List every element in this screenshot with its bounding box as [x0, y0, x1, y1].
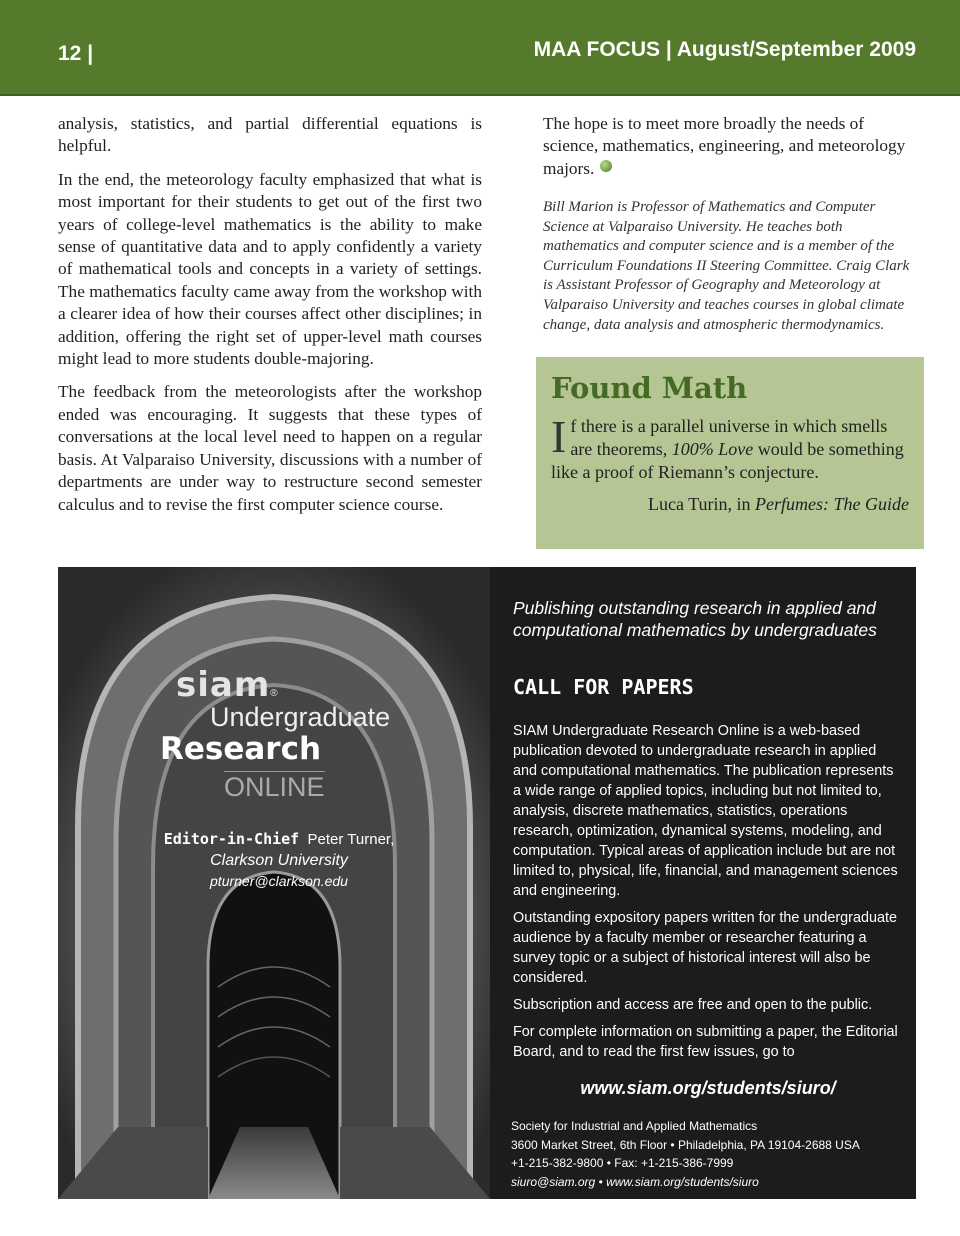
- ad-paragraph: SIAM Undergraduate Research Online is a web-based publication devoted to undergraduate research in applied and computational mathematics. The publication represents a wide range of applied topics, including but not limited to, analysis, discrete mathematics, statistics, operations research, optimization, dynamical systems, modeling, and computation. Typical areas of application include but are not limited to, physical, life, financial, and management sciences and engineering.: [513, 723, 898, 899]
- paragraph: analysis, statistics, and partial differential equations is helpful.: [58, 114, 482, 156]
- closing-paragraph: [543, 113, 923, 180]
- found-math-title: Found Math: [551, 371, 748, 405]
- org-email-web[interactable]: siuro@siam.org • www.siam.org/students/siuro: [511, 1174, 759, 1189]
- quote-text: f there is a parallel universe in which smells are theorems,: [570, 416, 888, 459]
- found-math-box: [536, 357, 924, 549]
- ad-paragraph: Outstanding expository papers written for the undergraduate audience by a faculty member or researcher featuring a survey topic or a subject of historical interest will also be considered.: [513, 910, 897, 986]
- attribution-author: Luca Turin, in: [648, 494, 756, 514]
- quote-text-end: would be something like a proof of Riemann’s conjecture.: [551, 439, 904, 482]
- ad-tagline: Publishing outstanding research in applied and computational mathematics by undergraduates: [513, 598, 877, 640]
- page-number: 12 |: [58, 42, 94, 65]
- page-header: [0, 0, 960, 96]
- right-column: [543, 113, 923, 191]
- editor-info: [118, 829, 440, 892]
- left-column: [58, 113, 482, 527]
- drop-cap: I: [551, 411, 567, 462]
- org-name: Society for Industrial and Applied Mathematics: [511, 1119, 758, 1133]
- attribution-source: Perfumes: The Guide: [755, 494, 909, 514]
- editor-name: Peter Turner,: [307, 831, 395, 848]
- editor-line: [118, 829, 440, 850]
- contact-block: [511, 1117, 903, 1191]
- editor-email: pturner@clarkson.edu: [210, 873, 348, 889]
- siam-logo: [176, 665, 278, 705]
- siam-wordmark: siam: [176, 665, 271, 705]
- org-address: 3600 Market Street, 6th Floor • Philadelphia, PA 19104-2688 USA: [511, 1137, 860, 1152]
- ad-body: [513, 721, 903, 1062]
- ad-text: [513, 597, 903, 1191]
- call-for-papers: CALL FOR PAPERS: [513, 675, 694, 699]
- editor-label: Editor-in-Chief: [163, 830, 300, 848]
- siuro-link[interactable]: www.siam.org/students/siuro/: [580, 1078, 836, 1098]
- publication-title: MAA FOCUS | August/September 2009: [533, 38, 916, 61]
- editor-affiliation: Clarkson University: [210, 852, 348, 869]
- quote-attribution: [648, 494, 909, 515]
- registered-mark: ®: [270, 688, 278, 699]
- closing-text: The hope is to meet more broadly the needs of science, mathematics, engineering, and meteorology majors.: [543, 114, 906, 178]
- org-phone: +1-215-382-9800 • Fax: +1-215-386-7999: [511, 1156, 734, 1170]
- quote-title: 100% Love: [671, 439, 754, 459]
- journal-line-2: Research: [160, 731, 322, 767]
- journal-line-1: Undergraduate: [210, 702, 391, 732]
- author-bio: Bill Marion is Professor of Mathematics and Computer Science at Valparaiso University. He teaches both mathematics and computer science and is a member of the Curriculum Foundations II Steering Committee. Craig Clark is Assistant Professor of Geography and Meteorology at Valparaiso University and teaches courses in global climate change, data analysis and atmospheric thermodynamics.: [543, 199, 910, 333]
- found-math-quote: [551, 411, 913, 484]
- ad-paragraph: Subscription and access are free and open to the public.: [513, 997, 873, 1013]
- paragraph: The feedback from the meteorologists after the workshop ended was encouraging. It suggests that these types of conversations at the local level need to happen on a regular basis. At Valparaiso University, discussions with a number of departments are under way to restructure second semester calculus and to revise the first computer science course.: [58, 382, 482, 514]
- siam-advertisement: [58, 567, 916, 1199]
- journal-line-3: ONLINE: [224, 772, 325, 802]
- ad-paragraph: For complete information on submitting a paper, the Editorial Board, and to read the first few issues, go to: [513, 1024, 898, 1060]
- paragraph: In the end, the meteorology faculty emphasized that what is most important for their students to get out of the first two years of college-level mathematics is the ability to make sense of quantitative data and to apply confidently a variety of mathematical tools and concepts in a variety of settings. The mathematics faculty came away from the workshop with a clearer idea of how their courses affect other disciplines; in addition, offering the right set of upper-level math courses might lead to more students double-majoring.: [58, 169, 482, 369]
- end-mark-icon: [600, 160, 612, 172]
